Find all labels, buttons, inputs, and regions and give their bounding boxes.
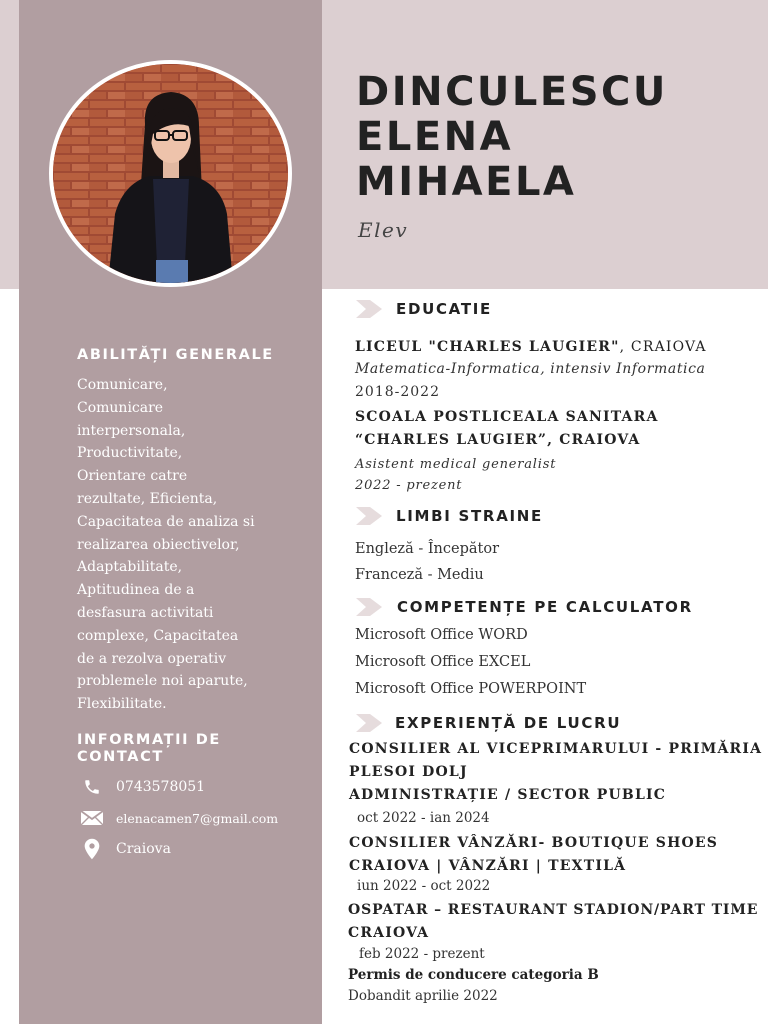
job-3-line-1: OSPATAR – RESTAURANT STADION/PART TIME	[348, 902, 759, 918]
contact-email	[80, 807, 279, 829]
school-2-line-1: SCOALA POSTLICEALA SANITARA	[355, 409, 659, 425]
skills-line: Productivitate,	[77, 445, 183, 462]
email-address[interactable]: elenacamen7@gmail.com	[116, 810, 279, 826]
job-3-line-2: CRAIOVA	[348, 925, 430, 941]
skills-line: rezultate, Eficienta,	[77, 490, 218, 507]
skills-line: realizarea obiectivelor,	[77, 536, 240, 553]
school-1-profile: Matematica-Informatica, intensiv Informatica	[355, 361, 706, 377]
school-1-name: LICEUL "CHARLES LAUGIER"	[355, 339, 620, 355]
skills-line: Comunicare,	[77, 377, 168, 393]
skills-title: ABILITĂȚI GENERALE	[77, 347, 274, 363]
chevron-right-icon	[356, 714, 382, 732]
section-experience-header	[356, 712, 622, 734]
phone-icon	[80, 777, 104, 797]
job-2-line-1: CONSILIER VÂNZĂRI- BOUTIQUE SHOES	[349, 835, 719, 851]
skills-line: Orientare catre	[77, 468, 188, 485]
section-education-header	[356, 298, 492, 320]
section-languages-header	[356, 505, 543, 527]
skills-list	[77, 374, 282, 716]
school-2-years: 2022 - prezent	[355, 478, 463, 493]
skills-line: Comunicare	[77, 399, 164, 416]
skills-line: complexe, Capacitatea	[77, 627, 239, 644]
school-1-city: , CRAIOVA	[619, 339, 707, 355]
contact-city	[80, 838, 171, 860]
city-name: Craiova	[116, 841, 171, 857]
phone-number: 0743578051	[116, 779, 206, 795]
section-experience-title: EXPERIENȚĂ DE LUCRU	[395, 714, 622, 732]
job-1-dates: oct 2022 - ian 2024	[357, 810, 490, 826]
computer-skill-item: Microsoft Office EXCEL	[355, 654, 531, 670]
profile-photo	[49, 60, 292, 287]
chevron-right-icon	[356, 598, 382, 616]
school-2-profile: Asistent medical generalist	[355, 457, 557, 472]
skills-line: Capacitatea de analiza si	[77, 513, 255, 530]
job-3-dates: feb 2022 - prezent	[359, 946, 485, 962]
computer-skill-item: Microsoft Office WORD	[355, 627, 528, 643]
language-item: Franceză - Mediu	[355, 567, 484, 583]
school-1-years: 2018-2022	[355, 384, 440, 400]
computer-skill-item: Microsoft Office POWERPOINT	[355, 681, 587, 697]
education-school-1	[355, 339, 707, 355]
name-line-1: DINCULESCU	[356, 69, 668, 115]
section-languages-title: LIMBI STRAINE	[396, 507, 543, 525]
contact-title	[77, 732, 221, 766]
section-computer-title: COMPETENȚE PE CALCULATOR	[397, 598, 693, 616]
job-1-line-2: PLESOI DOLJ	[349, 764, 468, 780]
contact-title-line-2: CONTACT	[77, 749, 164, 765]
envelope-icon	[80, 808, 104, 828]
name-line-2: ELENA	[356, 114, 514, 160]
skills-line: desfasura activitati	[77, 604, 214, 621]
language-item: Engleză - Începător	[355, 541, 500, 557]
skills-line: problemele noi aparute,	[77, 673, 248, 690]
section-education-title: EDUCATIE	[396, 300, 492, 318]
location-pin-icon	[80, 839, 104, 859]
contact-phone	[80, 776, 206, 798]
license-date: Dobandit aprilie 2022	[348, 988, 498, 1004]
job-2-line-2: CRAIOVA | VÂNZĂRI | TEXTILĂ	[349, 858, 627, 874]
chevron-right-icon	[356, 507, 382, 525]
section-computer-header	[356, 596, 693, 618]
chevron-right-icon	[356, 300, 382, 318]
name-line-3: MIHAELA	[356, 159, 577, 205]
school-2-line-2: “CHARLES LAUGIER”, CRAIOVA	[355, 432, 641, 448]
skills-line: Flexibilitate.	[77, 696, 167, 713]
job-1-line-3: ADMINISTRAȚIE / SECTOR PUBLIC	[349, 787, 667, 803]
full-name	[356, 70, 756, 205]
job-2-dates: iun 2022 - oct 2022	[357, 878, 491, 894]
license-title: Permis de conducere categoria B	[348, 967, 599, 983]
skills-line: interpersonala,	[77, 422, 186, 439]
contact-title-line-1: INFORMAȚII DE	[77, 732, 221, 748]
job-role: Elev	[358, 218, 409, 242]
job-1-line-1: CONSILIER AL VICEPRIMARULUI - PRIMĂRIA	[349, 741, 763, 757]
skills-line: Adaptabilitate,	[77, 559, 183, 576]
skills-line: de a rezolva operativ	[77, 650, 227, 667]
skills-line: Aptitudinea de a	[77, 582, 195, 599]
